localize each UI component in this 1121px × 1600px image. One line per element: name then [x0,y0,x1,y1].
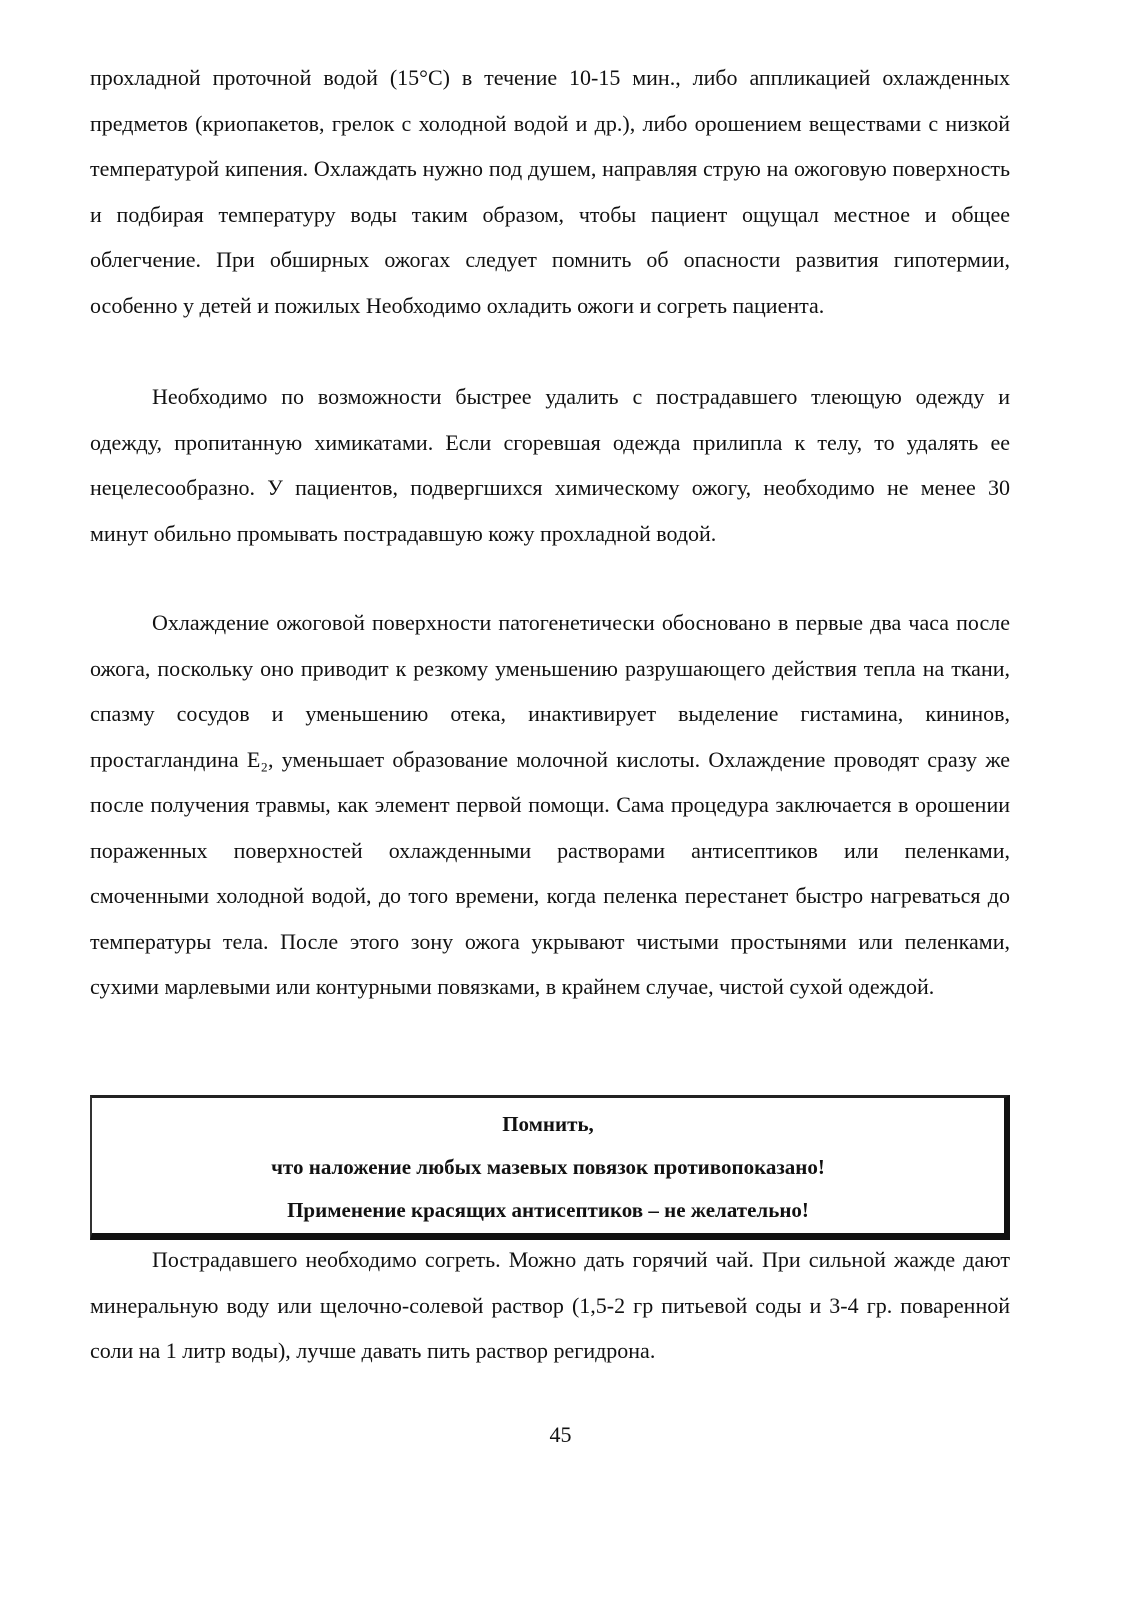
warning-ointment: что наложение любых мазевых повязок противопоказано! [271,1155,825,1179]
warning-title: Помнить, [502,1112,594,1136]
paragraph-cooling-methods: прохладной проточной водой (15°С) в течение 10-15 мин., либо аппликацией охлажденных предметов (криопакетов, грелок с холодной водой и др.), либо орошением веществами с низкой температурой кипения. Охлаждать нужно под душем, направляя струю на ожоговую поверхность и подбирая температуру воды таким образом, чтобы пациент ощущал местное и общее облегчение. При обширных ожогах следует помнить об опасности развития гипотермии, особенно у детей и пожилых Необходимо охладить ожоги и согреть пациента. [90,65,1010,318]
paragraph-cooling-rationale: Охлаждение ожоговой поверхности патогенетически обосновано в первые два часа после ожога, поскольку оно приводит к резкому уменьшению разрушающего действия тепла на ткани, спазму сосудов и уменьшению отека, инактивирует выделение гистамина, кининов, простагландина E₂, уменьшает образование молочной кислоты. Охлаждение проводят сразу же после получения травмы, как элемент первой помощи. Сама процедура заключается в орошении пораженных поверхностей охлажденными растворами антисептиков или пеленками, смоченными холодной водой, до того времени, когда пеленка перестанет быстро нагреваться до температуры тела. После этого зону ожога укрывают чистыми простынями или пеленками, сухими марлевыми или контурными повязками, в крайнем случае, чистой сухой одеждой. [90,610,1010,999]
paragraph-clothing-removal: Необходимо по возможности быстрее удалить с пострадавшего тлеющую одежду и одежду, пропитанную химикатами. Если сгоревшая одежда прилипла к телу, то удалять ее нецелесообразно. У пациентов, подвергшихся химическому ожогу, необходимо не менее 30 минут обильно промывать пострадавшую кожу прохладной водой. [90,384,1010,546]
page-number: 45 [549,1422,572,1447]
warning-box [90,1095,1010,1240]
warning-antiseptics: Применение красящих антисептиков – не желательно! [287,1198,809,1222]
paragraph-warming: Пострадавшего необходимо согреть. Можно дать горячий чай. При сильной жажде дают минеральную воду или щелочно-солевой раствор (1,5-2 гр питьевой соды и 3-4 гр. поваренной соли на 1 литр воды), лучше давать пить раствор регидрона. [90,1247,1010,1363]
